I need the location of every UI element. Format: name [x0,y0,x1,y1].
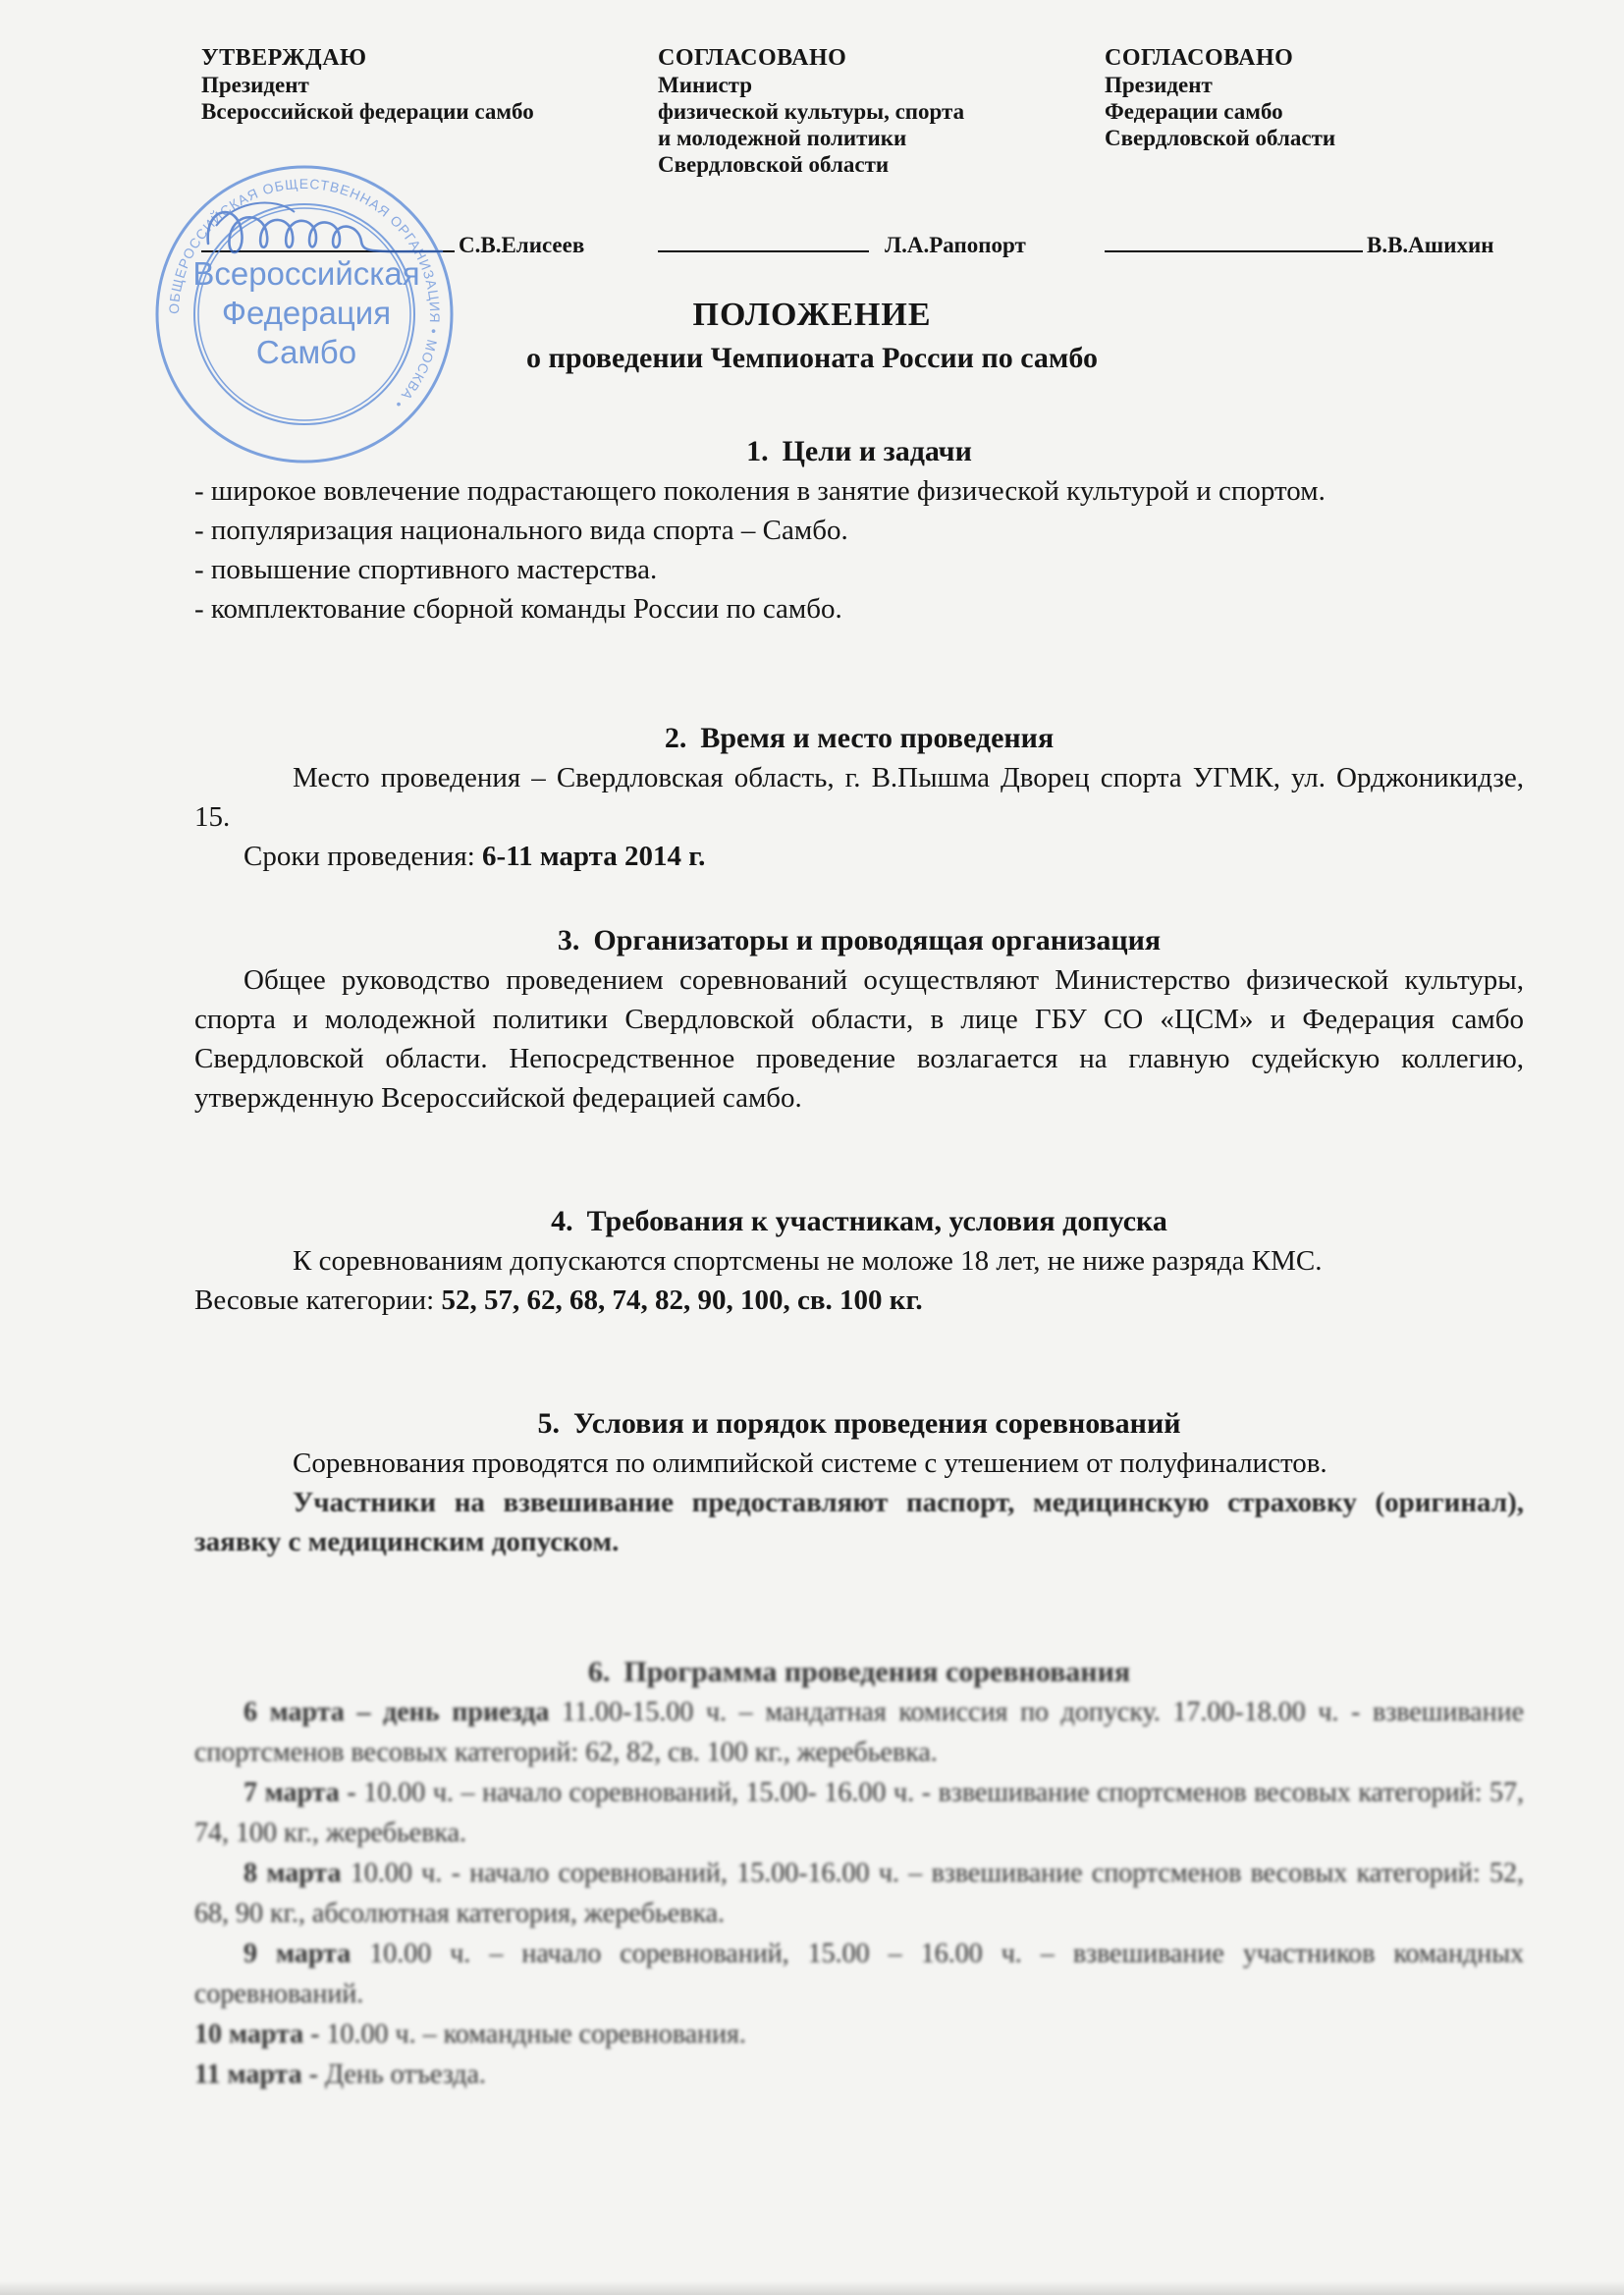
approval-heading: СОГЛАСОВАНО [1105,45,1294,71]
program-day [194,2054,1524,2095]
program-day-text: 10.00 ч. – начало соревнований, 15.00 – 16.00 ч. – взвешивание участников командных соревнований. [194,1939,1525,2009]
program-day-label: 6 марта – день приезда [244,1697,550,1727]
signature-rule [658,250,869,252]
section-number: 5. [537,1407,560,1440]
section-organizers [194,921,1524,1118]
approval-heading: СОГЛАСОВАНО [658,45,847,71]
requirements-text: К соревнованиям допускаются спортсмены не моложе 18 лет, не ниже разряда КМС. [293,1245,1323,1277]
stamp-line: Всероссийская [192,255,420,292]
program-day-label: 9 марта [244,1939,352,1969]
scan-edge [0,2281,1624,2295]
approval-line: Министр [658,73,753,97]
section-number: 6. [587,1656,611,1688]
weights-value: 52, 57, 62, 68, 74, 82, 90, 100, св. 100 кг. [441,1284,923,1316]
section-number: 1. [746,435,769,467]
approval-line: Всероссийской федерации самбо [201,99,534,124]
signer-name: Л.А.Рапопорт [885,233,1026,257]
list-item: - широкое вовлечение подрастающего поколения в занятие физической культурой и спортом. [194,475,1326,507]
program-day [194,1692,1524,1773]
program-day-text: День отъезда. [317,2059,486,2090]
section-number: 3. [557,924,580,956]
section-conditions [194,1404,1524,1561]
program-day-text: 11.00-15.00 ч. – мандатная комиссия по допуску. 17.00-18.00 ч. - взвешивание спортсменов весовых категорий: 62, 82, св. 100 кг., жеребьевка. [194,1697,1524,1768]
dates-value: 6-11 марта 2014 г. [482,841,706,872]
signature-line-rapoport [658,233,1026,258]
signer-name: В.В.Ашихин [1367,233,1494,257]
weights-line [194,1281,1524,1320]
program-day-text: 10.00 ч. - начало соревнований, 15.00-16.00 ч. – взвешивание спортсменов весовых категорий: 52, 68, 90 кг., абсолютная категория, жеребьевка. [194,1858,1524,1929]
stamp-line: Федерация [221,295,392,331]
stamp-ring-text: ОБЩЕРОССИЙСКАЯ ОБЩЕСТВЕННАЯ ОРГАНИЗАЦИЯ • МОСКВА • [165,175,444,412]
dates-label: Сроки проведения: [244,841,483,872]
section-title: Цели и задачи [782,435,972,467]
section-number: 2. [664,722,687,754]
approval-heading: УТВЕРЖДАЮ [201,45,367,71]
section-heading [194,1404,1524,1444]
approval-line: Президент [1105,73,1213,97]
approval-line: Президент [201,73,309,97]
section-heading [194,719,1524,758]
program-day-label: 8 марта [244,1858,342,1888]
section-heading [194,921,1524,960]
program-day-text: 10.00 ч. – начало соревнований, 15.00- 16.00 ч. - взвешивание спортсменов весовых категорий: 57, 74, 100 кг., жеребьевка. [194,1777,1524,1848]
section-requirements [194,1202,1524,1320]
section-goals [194,432,1524,628]
conditions-bold-text: Участники на взвешивание предоставляют паспорт, медицинскую страховку (оригинал), заявку с медицинским допуском. [194,1487,1524,1557]
program-day-label: 10 марта - [194,2019,320,2049]
section-heading [194,432,1524,471]
approval-block-ministry [658,45,964,178]
approval-line: Свердловской области [658,152,890,177]
stamp-line: Самбо [255,334,357,370]
section-title: Организаторы и проводящая организация [593,924,1162,956]
signer-name: С.В.Елисеев [459,233,585,257]
list-item: - повышение спортивного мастерства. [194,554,658,585]
approval-block-federation [1105,45,1335,151]
program-day [194,1773,1524,1853]
document-subtitle: о проведении Чемпионата России по самбо [526,342,1098,374]
program-day [194,2014,1524,2054]
dates-line [194,837,1524,876]
program-day-label: 7 марта - [244,1777,356,1808]
section-heading [194,1202,1524,1241]
approval-line: физической культуры, спорта [658,99,965,124]
conditions-text: Соревнования проводятся по олимпийской системе с утешением от полуфиналистов. [293,1448,1327,1479]
section-time-place [194,719,1524,876]
signature-line-ashikhin [1105,233,1493,258]
list-item: - комплектование сборной команды России по самбо. [194,593,842,625]
section-title: Программа проведения соревнования [623,1656,1131,1688]
approval-block-approve [201,45,534,125]
section-program [194,1652,1524,2095]
section-title: Условия и порядок проведения соревнований [572,1407,1181,1440]
signature-rule [1105,250,1363,252]
program-day-text: 10.00 ч. – командные соревнования. [319,2019,746,2049]
section-title: Требования к участникам, условия допуска [586,1205,1167,1237]
program-day [194,1853,1524,1934]
approval-line: и молодежной политики [658,126,907,150]
approval-line: Федерации самбо [1105,99,1283,124]
organizers-text: Общее руководство проведением соревнований осуществляют Министерство физической культуры, спорта и молодежной политики Свердловской области, в лице ГБУ СО «ЦСМ» и Федерация самбо Свердловской области. Непосредственное проведение возлагается на главную судейскую коллегию, утвержденную Всероссийской федерацией самбо. [194,964,1524,1114]
place-text: Место проведения – Свердловская область, г. В.Пышма Дворец спорта УГМК, ул. Орджоникидзе, 15. [194,762,1524,833]
document-title: ПОЛОЖЕНИЕ [692,297,932,333]
list-item: - популяризация национального вида спорта – Самбо. [194,515,848,546]
section-heading [194,1652,1524,1692]
section-title: Время и место проведения [700,722,1055,754]
program-day [194,1934,1524,2014]
program-day-label: 11 марта - [194,2059,318,2090]
weights-label: Весовые категории: [194,1284,442,1316]
approval-line: Свердловской области [1105,126,1336,150]
section-number: 4. [551,1205,573,1237]
